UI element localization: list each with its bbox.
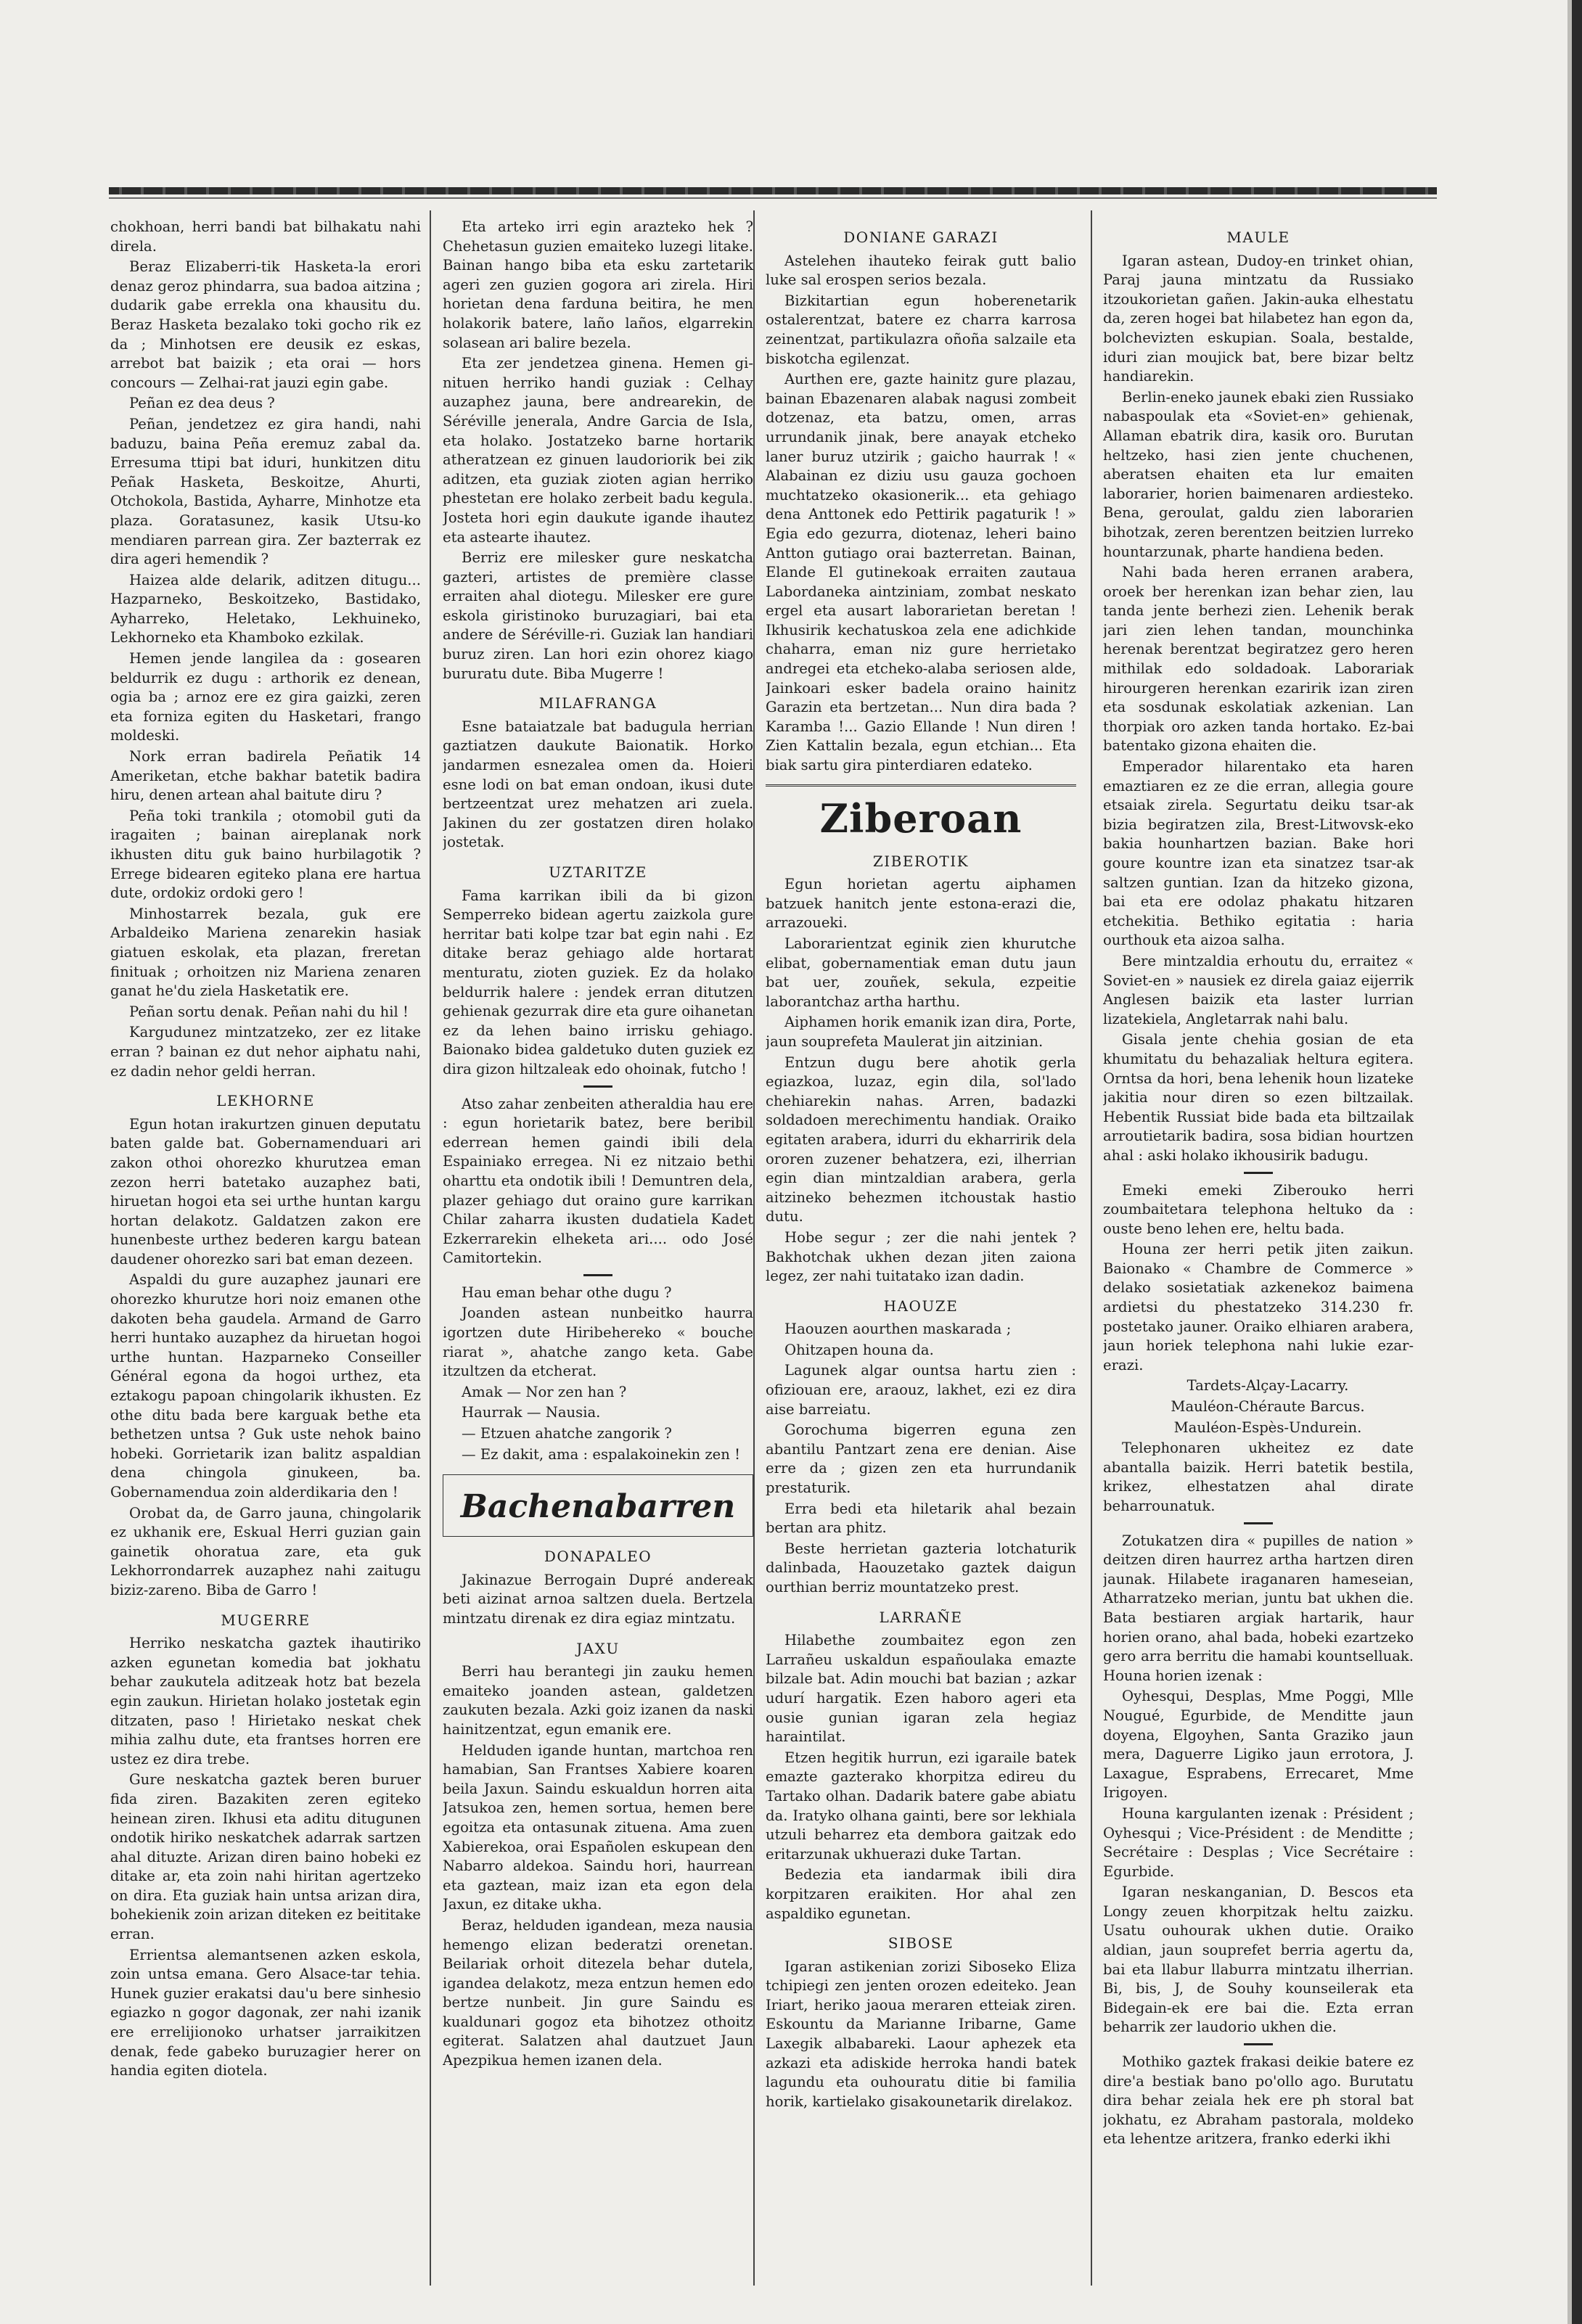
paragraph: Berri hau berantegi jin zauku hemen emaiteko joanden astean, galdetzen zaukuten bezala. Azki goiz izanen da naski hainitzentzat, egun emanik ere. (443, 1663, 753, 1738)
paragraph: Entzun dugu bere ahotik gerla egiazkoa, luzaz, egin dila, sol'lado chehiarekin nahas. Arren, badazki soldadoen merechimentu handiak. Oraiko egitaten arabera, idurri du ekharririk dela ororen zuzener behatzera, ezi, ilherrian egin dian mintzaldian arabera, gerla aitzineko behezmen itchoustak hastio dutu. (766, 1054, 1076, 1225)
paragraph: Haouzen aourthen maskarada ; (784, 1321, 1012, 1338)
paragraph: Hobe segur ; zer die nahi jentek ? Bakhotchak ukhen dezan jiten zaiona legez, zer nahi tuitatako izan dadin. (766, 1228, 1076, 1285)
section-title: ZIBEROTIK (872, 852, 970, 870)
telephone-line: Tardets-Alçay-Lacarry. (1186, 1377, 1349, 1395)
separator-dash (1244, 1522, 1273, 1524)
separator-dash (1244, 1172, 1273, 1174)
separator-dash (583, 1274, 612, 1276)
paragraph: Berlin-eneko jaunek ebaki zien Russiako nabaspoulak eta «Soviet-en» gehienak, Allaman ebatrik dira, kasik oro. Burutan heltzeko, hasi zien jente chuchenen, aberatsen ehaiten eta lur emaiten laborarier, horien baimenaren ardiesteko. Bena, geroulat, galdu zien laborarien bihotzak, zeren berentzen beitzien lurreko hountarzunak, pharte handiena beden. (1103, 388, 1414, 560)
paragraph: Bedezia eta iandarmak ibili dira korpitzaren eraikiten. Hor ahal zen aspaldiko egunetan. (766, 1866, 1076, 1922)
paragraph: Aurthen ere, gazte hainitz gure plazau, bainan Ebazenaren alabak nagusi zombeit dotzenaz, eta batzu, omen, arras urrundanik jinak, bere anayak etcheko laner buruz utzirik ; gaicho haurrak ! « Alabainan ez diziu usu gauza gochoen muchtatzeko okasionerik... eta gehiago dena Anttonek edo Pettirik pagaturik ! » Egia edo gezurra, diotenaz, leheri baino Antton gutiago orai bazterretan. Bainan, Elande El gutinekoak erraiten zautaua Labordaneka aintziniam, zombat neskato ergel eta ausart laborarietan beretan ! Ikhusirik kechatuskoa zela ene adichkide chaharra, eman niz gure herrietako andregei eta etcheko-alaba seriosen alde, Jainkoari esker badela oraino hainitz Garazin eta bertzetan... Nun dira bada ? Karamba !... Gazio Ellande ! Nun diren ! Zien Kattalin bezala, egun etchian... Eta biak sartu gira pinterdiaren edateko. (766, 371, 1076, 774)
paragraph: Peñan, jendetzez ez gira handi, nahi baduzu, baina Peña eremuz zabal da. Erresuma ttipi bat iduri, hunkitzen ditu Peñak Hasketa, Beskoitze, Ahurti, Otchokola, Bastida, Ayharre, Minhotze eta plaza. Goratasunez, kasik Utsu-ko mendiaren parrean gira. Zer bazterrak ez dira ageri hemendik ? (110, 415, 421, 568)
paragraph: Herriko neskatcha gaztek ihautiriko azken egunetan komedia bat jokhatu behar zaukutela aditzeak hotz bat bezela egin zaukun. Hirietan holako jostetak egin ditzaten, paso ! Hirietako neskat chek mihia zalhu dute, eta frantses horren ere ustez ez dira trebe. (110, 1635, 421, 1767)
paragraph: Berriz ere milesker gure neskatcha gazteri, artistes de première classe erraiten ahal diotegu. Milesker ere gure eskola giristinoko buruzagiari, bai eta andere de Séréville-ri. Guziak lan handiari buruz ziren. Lan hori ezin ohorez kiago bururatu dute. Biba Mugerre ! (443, 549, 753, 682)
paragraph: Ohitzapen houna da. (784, 1341, 934, 1358)
paragraph: Bere mintzaldia erhoutu du, erraitez « Soviet-en » nausiek ez direla gaiaz eijerrik Anglesen baizik eta laster lurrian lizatekiela, Angletarrak nahi balu. (1103, 952, 1414, 1027)
paragraph: Hemen jende langilea da : gosearen beldurrik ez dugu : arthorik ez denean, ogia ba ; arnoz ere ez gira gaizki, zeren eta forniza egiten du Hasketari, frango moldeski. (110, 650, 421, 744)
paragraph: Joanden astean nunbeitko haurra igortzen dute Hiribehereko « bouche riarat », ahatche zango keta. Gabe itzultzen da etcherat. (443, 1305, 753, 1380)
paragraph: Aspaldi du gure auzaphez jaunari ere ohorezko khurutze hori noiz emanen othe dakoten beha gaudela. Armand de Garro herri huntako auzaphez da hiruetan hogoi urthe huntan. Hazparneko Conseiller Général egona da hogoi urthez, eta eztakogu papoan chingolarik ikhusten. Ez othe ditu bada bere karguak bethe eta bethetzen untsa ? Guk uste nehok baino hobeki. Gorrietarik izan balitz aspaldian dena chingola ginukeen, ba. Gobernamendua zoin alderdikaria den ! (110, 1271, 421, 1500)
paragraph: Beraz Elizaberri-tik Hasketa-la erori denaz geroz phindarra, sua badoa aitzina ; dudarik gabe errekla ona khausitu du. Beraz Hasketa bezalako toki gocho rik ez da ; Minhotsen ere deusik ez eskas, arrebot bat baizik ; eta orai — hors concours — Zelhai-rat jauzi egin gabe. (110, 258, 421, 391)
paragraph: Gure neskatcha gaztek beren buruer fida ziren. Bazakiten zeren egiteko heinean ziren. Ikhusi eta aditu ditugunen ondotik hiriko neskatchek adarrak sartzen ahal dituzte. Arizan diren baino hobeki ez ditake ar, eta zoin nahi hiritan agertzeko on dira. Eta guziak hain untsa arizan dira, bohekienik zoin arizan diteken ez beititake erran. (110, 1771, 421, 1943)
top-rule (109, 187, 1437, 194)
page-edge-dark (1572, 0, 1582, 2324)
paragraph: Peñan ez dea deus ? (129, 395, 275, 412)
paragraph: Helduden igande huntan, martchoa ren hamabian, San Frantses Xabiere koaren beila Jaxun. Saindu eskualdun horren aita Jatsukoa zen, hemen sortua, hemen bere egoitza eta ontasunak zituena. Ama zuen Xabierekoa, orai Españolen eskupean den Nabarro aldekoa. Saindu hori, haurrean eta gaztean, maiz izan eta egon dela Jaxun, ez ditake ukha. (443, 1741, 753, 1913)
paragraph: Erra bedi eta hiletarik ahal bezain bertan ara phitz. (766, 1500, 1076, 1537)
region-heading: Ziberoan (819, 794, 1022, 842)
paragraph: Nahi bada heren erranen arabera, oroek ber herenkan izan behar zien, lau tanda jente berhezi zien. Lehenik berak jari zien lehen tandan, mounchinka herenak berentzat begiratzez gero heren mithilak edo soldadoak. Laborariak hirourgeren herenkan ezaririk izan ziren eta sosdunak eskolatiak azkenian. Lan thorpiak oro azken tanda hortako. Ez-bai batentako gizona ehaiten die. (1103, 564, 1414, 755)
paragraph: Beraz, helduden igandean, meza nausia hemengo elizan bederatzi orenetan. Beilariak orhoit ditezela behar dutela, igandea delakotz, meza entzun hemen edo bertze nunbeit. Jin gure Saindu es kualdunari gogoz eta bihotzez othoitz egiterat. Salatzen ahal dautzuet Jaun Apezpikua hemen izanen dela. (443, 1916, 753, 2069)
paragraph: Etzen hegitik hurrun, ezi igaraile batek emazte gazterako khorpitza edireu du Tartako olhan. Dadarik batere gabe abiatu da. Iratyko olhana gainti, bere sor lekhiala utzuli beharrez eta dembora gaitzak edo eritarzunak ukhuerazi duke Tartan. (766, 1749, 1076, 1863)
column-4 (1103, 218, 1414, 2300)
column-3 (766, 218, 1076, 2300)
paragraph: Aiphamen horik emanik izan dira, Porte, jaun souprefeta Maulerat jin aitzinian. (766, 1014, 1076, 1050)
paragraph: Kargudunez mintzatzeko, zer ez litake erran ? bainan ez dut nehor aiphatu nahi, ez dadin nehor geldi herran. (110, 1024, 421, 1080)
separator-rule (766, 784, 1076, 787)
paragraph: Telephonaren ukheitez ez date abantalla baizik. Herri batetik bestila, krikez, elhestatzen ahal dirate beharrounatuk. (1103, 1440, 1414, 1514)
paragraph: Hau eman behar othe dugu ? (462, 1284, 672, 1301)
column-rule (753, 210, 755, 2286)
paragraph: Igaran neskanganian, D. Bescos eta Longy zeuen khorpitzak heltu zaizku. Usatu ouhourak ukhen dutie. Oraiko aldian, jaun souprefet berria agertu da, bai eta llabur llaburra mintzatu ilherrian. Bi, bis, J, de Souhy kounseilerak eta Bidegain-ek ere bai die. Ezta erran beharrik zer laudorio ukhen die. (1103, 1884, 1414, 2036)
paragraph: Jakinazue Berrogain Dupré andereak beti aizinat arnoa saltzen duela. Bertzela mintzatu direnak ez dira egiaz mintzatu. (443, 1571, 753, 1627)
section-title: MUGERRE (221, 1611, 311, 1629)
paragraph: Hilabethe zoumbaitez egon zen Larrañeu uskaldun españoulaka emazte bilzale bat. Adin mouchi bat bazian ; azkar udurí hargatik. Ezen haboro ageri eta ousie gunian igaran zela hegiaz haraintilat. (766, 1632, 1076, 1746)
paragraph: Atso zahar zenbeiten atheraldia hau ere : egun horietarik batez, bere beribil ederrean hemen gaindi ibili dela Espainiako erregea. Ni ez nitzaio bethi oharttu eta ondotik ibili ! Demuntren dela, plazer gehiago dut oraino gure karrikan Chilar zaharra ikusten dudatiela Kadet Ezkerrarekin elheketa ari.... odo José Camitortekin. (443, 1095, 753, 1267)
paragraph: Igaran astikenian zorizi Siboseko Eliza tchipiegi zen jenten orozen edeiteko. Jean Iriart, heriko jaoua meraren etteiak ziren. Eskountu da Marianne Iribarne, Game Laxegik albabareki. Laour aphezek eta azkazi eta adiskide herroka handi batek lagundu eta ouhouratu ditie bi familia horik, kartielako gisakounetarik direlakoz. (766, 1958, 1076, 2110)
paragraph: Bizkitartian egun hoberenetarik ostalerentzat, batere ez charra karrosa zeinentzat, partikulazra oñoña salzaile eta biskotcha egilenzat. (766, 292, 1076, 367)
paragraph: chokhoan, herri bandi bat bilhakatu nahi direla. (110, 218, 421, 255)
paragraph: Houna kargulanten izenak : Président ; Oyhesqui ; Vice-Président : de Menditte ; Secrétaire : Desplas ; Vice Secrétaire : Egurbide. (1103, 1804, 1414, 1880)
column-2 (443, 218, 753, 2300)
top-rule-thin (109, 197, 1437, 199)
section-title: MAULE (1226, 229, 1290, 246)
paragraph: Fama karrikan ibili da bi gizon Semperreko bidean agertu zaizkola gure herritar bati kolpe tzar bat egin nahi . Ez ditake beraz gehiago alde hortarat menturatu, zioten guziek. Ez da holako beldurrik halere : jendek erran ditutzen gehienak gezurrak dire eta gure oihanetan ez da lehen baino irrisku gehiago. Baionako bidea galdetuko duten guziek ez dira gizon hiltzaleak edo ohoinak, futcho ! (443, 887, 753, 1077)
section-title: UZTARITZE (549, 863, 647, 881)
paragraph: Oyhesqui, Desplas, Mme Poggi, Mlle Nougué, Egurbide, de Menditte jaun doyena, Elgoyhen, Santa Graziko jaun mera, Daguerre Ligiko jaun errotora, J. Laxague, Esprabens, Errecaret, Mme Irigoyen. (1103, 1688, 1414, 1802)
section-title: JAXU (576, 1639, 620, 1657)
paragraph: Amak — Nor zen han ? (462, 1383, 627, 1400)
section-title: SIBOSE (888, 1934, 954, 1953)
paragraph: — Etzuen ahatche zangorik ? (462, 1425, 672, 1442)
section-title: DONIANE GARAZI (843, 229, 999, 246)
paragraph: Igaran astean, Dudoy-en trinket ohian, Paraj jauna mintzatu da Russiako itzoukorietan gañen. Jakin-auka elhestatu da, zeren hogei bat hilabetez han egon da, bolchevizten eskupian. Soala, bestalde, iduri zian moujick bat, bere bizar beltz handiarekin. (1103, 252, 1414, 385)
section-title: LEKHORNE (216, 1092, 315, 1110)
paragraph: Haurrak — Nausia. (462, 1404, 601, 1421)
column-1 (110, 218, 421, 2300)
paragraph: Esne bataiatzale bat badugula herrian gaztiatzen daukute Baionatik. Horko jandarmen esnezalea omen da. Hoieri esne lodi on bat eman ondoan, ikusi dute bertzeentzat urez mehatzen ari zuela. Jakinen du zer gostatzen diren holako jostetak. (443, 718, 753, 851)
separator-dash (583, 1085, 612, 1088)
column-rule (430, 210, 431, 2286)
paragraph: Zotukatzen dira « pupilles de nation » deitzen diren haurrez artha hartzen diren jaunak. Hilabete iraganaren hameseian, Atharratzeko merian, juntu bat ukhen die. Bata bestiaren argiak hartarik, haur horien orano, ahal bada, hobeki ezartzeko gero arra berritu die hamabi kountselluak. Houna horien izenak : (1103, 1532, 1414, 1684)
paragraph: Egun hotan irakurtzen ginuen deputatu baten galde bat. Gobernamenduari ari zakon othoi ohorezko khurutzea eman zezon herri batetako auzaphez bati, hiruetan hogoi eta sei urthe huntan kargu hortan delakotz. Galdatzen zakon ere hunenbeste urthez bederen kargu batean daudener ohorezko sari bat eman dezeen. (110, 1115, 421, 1268)
column-rule (1091, 210, 1092, 2286)
paragraph: Emperador hilarentako eta haren emaztiaren ez ze die erran, allegia goure etsaiak zirela. Segurtatu deiku tsar-ak bizia begiratzen zila, Brest-Litwovsk-eko bakia hounhartzen bazian. Bake hori goure kountre izan eta sinatzez tsar-ak saltzen guntian. Izan da hitzeko gizona, bai eta ere odolaz phakatu hitzaren etchekitia. Bethiko egitatia : haria ourthouk eta aizoa salha. (1103, 758, 1414, 949)
section-title: LARRAÑE (879, 1608, 963, 1626)
paragraph: Lagunek algar ountsa hartu zien : ofiziouan ere, araouz, lakhet, ezi ez dira aise barreiatu. (766, 1362, 1076, 1418)
paragraph: Minhostarrek bezala, guk ere Arbaldeiko Mariena zenarekin hasiak giatuen eskolak, eta plazan, freretan finituak ; orhoitzen niz Mariena zenaren ganat he'du ziela Hasketatik ere. (110, 905, 421, 1000)
paragraph: Peña toki trankila ; otomobil guti da iragaiten ; bainan aireplanak nork ikhusten ditu guk baino hurbilagotik ? Errege bidearen egiteko plana ere hartua dute, ordokiz ordoki gero ! (110, 807, 421, 902)
paragraph: Astelehen ihauteko feirak gutt balio luke sal erospen serios bezala. (766, 252, 1076, 289)
paragraph: Gorochuma bigerren eguna zen abantilu Pantzart zena ere denian. Aise erre da ; gizen zen eta hurrundanik prestaturik. (766, 1421, 1076, 1497)
paragraph: Mothiko gaztek frakasi deikie batere ez dire'a bestiak bano po'ollo ago. Burutatu dira behar zeiala hek ere ph storal bat jokhatu, ez Abraham pastorala, moldeko eta lehentze aritzera, franko ederki ikhi (1103, 2053, 1414, 2148)
paragraph: Orobat da, de Garro jauna, chingolarik ez ukhanik ere, Eskual Herri guzian gain gainetik ohoratua zare, eta guk Lekhorrondarrek auzaphez nahi zaitugu biziz-zareno. Biba de Garro ! (110, 1504, 421, 1598)
paragraph: Nork erran badirela Peñatik 14 Ameriketan, etche bakhar batetik badira hiru, denen artean ahal baitute diru ? (110, 748, 421, 804)
paragraph: Houna zer herri petik jiten zaikun. Baionako « Chambre de Commerce » delako sosietatiak azkenekoz baimena ardietsi du phestatzeko 314.230 fr. postetako jauner. Oraiko elhiaren arabera, jaun horiek telephona nahi lukie ezar-erazi. (1103, 1241, 1414, 1374)
paragraph: Emeki emeki Ziberouko herri zoumbaitetara telephona heltuko da : ouste beno lehen ere, heltu bada. (1103, 1181, 1414, 1237)
paragraph: Egun horietan agertu aiphamen batzuek hanitch jente estona-erazi die, arrazoueki. (766, 876, 1076, 932)
section-title: HAOUZE (883, 1297, 959, 1315)
paragraph: Errientsa alemantsenen azken eskola, zoin untsa emana. Gero Alsace-tar tehia. Hunek guzier erakatsi dau'u bere sinhesio egiazko n gogor dagonak, zer nahi izanik ere errelijionoko urhatser jarraikitzen denak, fede gabeko buruzagier herer on handia egiten diotela. (110, 1946, 421, 2079)
paragraph: Eta arteko irri egin arazteko hek ? Chehetasun guzien emaiteko luzegi litake. Bainan hango biba eta esku zartetarik ageri zen guzien gogora ari zirela. Hiri horietan dena farduna beitira, he men holakorik batere, laño laños, elgarrekin solasean ari balire bezela. (443, 218, 753, 351)
paragraph: Beste herrietan gazteria lotchaturik dalinbada, Haouzetako gaztek daigun ourthian berriz mountatzeko prest. (766, 1540, 1076, 1596)
section-title: DONAPALEO (544, 1548, 652, 1566)
paragraph: Gisala jente chehia gosian de eta khumitatu du behazaliak heltura egitera. Orntsa da hori, bena lehenik houn lizateke jakitia nour diren so ezen biltzailak. Hebentik Russiat bide bada eta biltzailak arroutietarik badira, sosa bidian hourtzen ahal : aski holako ikhousirik badugu. (1103, 1031, 1414, 1164)
separator-dash (1244, 2043, 1273, 2045)
paragraph: Peñan sortu denak. Peñan nahi du hil ! (129, 1003, 409, 1020)
region-heading-box (443, 1474, 753, 1537)
section-title: MILAFRANGA (538, 694, 657, 713)
paragraph: Laborarientzat eginik zien khurutche elibat, gobernamentiak eman dutu jaun bat uer, zouñek, sekula, ezpeitie laborantchaz artha harthu. (766, 935, 1076, 1010)
region-heading: Bachenabarren (460, 1488, 736, 1526)
paragraph: Eta zer jendetzea ginena. Hemen gi-nituen herriko handi guziak : Celhay auzaphez jauna, bere andrearekin, de Séréville jenerala, Andre Garcia de Isla, eta holako. Jostatzeko barne hortarik atheratzean ez ginuen laudoriorik bei zik aditzen, eta guziak zioten agian herriko phestetan ere holako zerbeit badu kegula. Josteta hori egin daukute igande ihautez eta astearte ihautez. (443, 355, 753, 546)
paragraph: — Ez dakit, ama : espalakoinekin zen ! (462, 1445, 740, 1463)
telephone-line: Mauléon-Chéraute Barcus. (1171, 1398, 1365, 1416)
telephone-line: Mauléon-Espès-Undurein. (1173, 1418, 1362, 1436)
paragraph: Haizea alde delarik, aditzen ditugu... Hazparneko, Beskoitzeko, Bastidako, Ayharreko, Heletako, Lekhuineko, Lekhorneko eta Khamboko ezkilak. (110, 571, 421, 646)
